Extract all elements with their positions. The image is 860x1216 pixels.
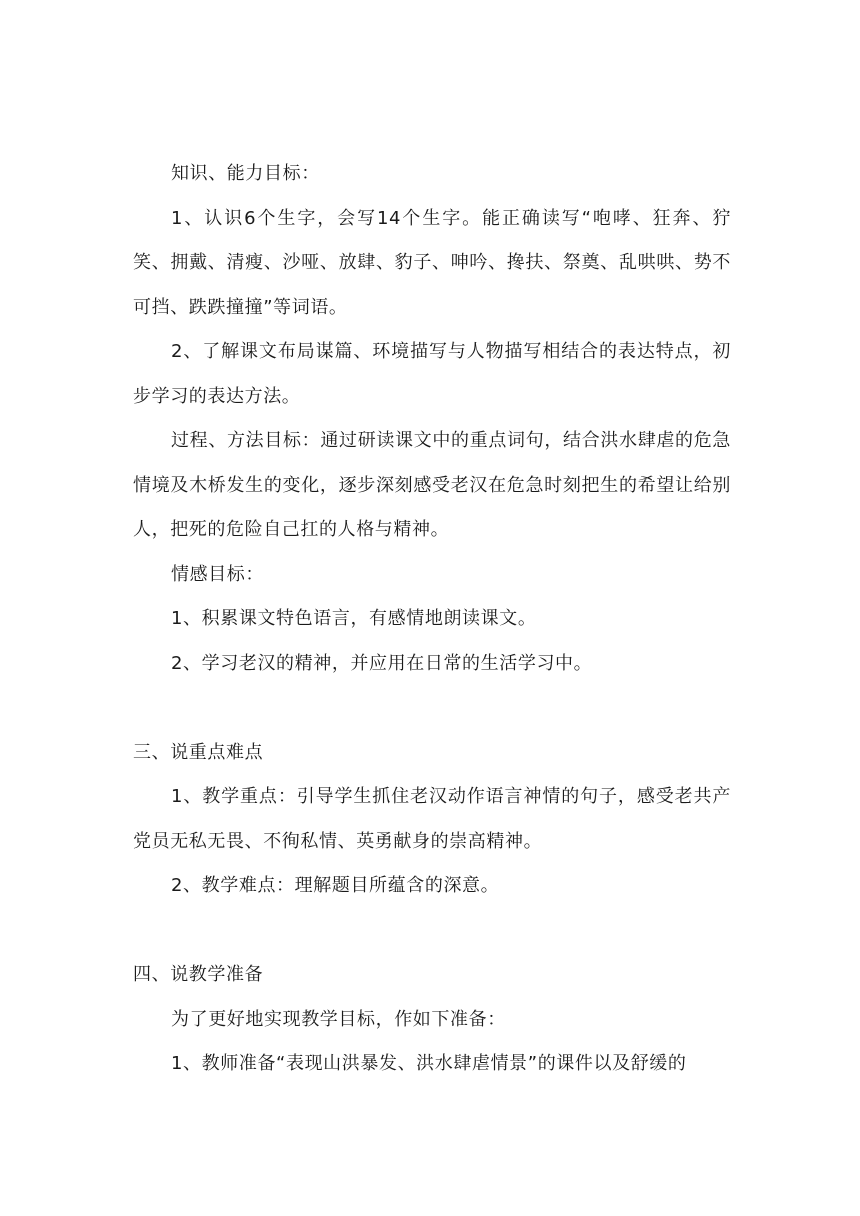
paragraph-process-goals: 过程、方法目标：通过研读课文中的重点词句，结合洪水肆虐的危急情境及木桥发生的变化，逐步深刻感受老汉在危急时刻把生的希望让给别人，把死的危险自己扛的人格与精神。 [133, 430, 731, 540]
paragraph-goal-2: 2、了解课文布局谋篇、环境描写与人物描写相结合的表达特点，初步学习的表达方法。 [133, 341, 731, 407]
paragraph-knowledge-goals-heading: 知识、能力目标： [171, 163, 320, 184]
paragraph-emotion-goals-heading: 情感目标： [171, 563, 264, 585]
paragraph-preparation-1: 1、教师准备“表现山洪暴发、洪水肆虐情景”的课件以及舒缓的 [171, 1053, 687, 1074]
paragraph-emotion-goal-1: 1、积累课文特色语言，有感情地朗读课文。 [171, 608, 537, 629]
paragraph-emotion-goal-2: 2、学习老汉的精神，并应用在日常的生活学习中。 [171, 652, 593, 674]
section-heading-key-points: 三、说重点难点 [133, 741, 264, 763]
paragraph-goal-1: 1、认识6个生字，会写14个生字。能正确读写“咆哮、狂奔、狞笑、拥戴、清瘦、沙哑、放肆、豹子、呻吟、搀扶、祭奠、乱哄哄、势不可挡、跌跌撞撞”等词语。 [133, 207, 731, 318]
blank-line [133, 686, 731, 731]
blank-line [133, 909, 731, 954]
paragraph-preparation-intro: 为了更好地实现教学目标，作如下准备： [171, 1008, 506, 1030]
paragraph-key-point: 1、教学重点：引导学生抓住老汉动作语言神情的句子，感受老共产党员无私无畏、不徇私情、英勇献身的崇高精神。 [133, 786, 731, 852]
paragraph-difficulty: 2、教学难点：理解题目所蕴含的深意。 [171, 875, 500, 896]
document-body [133, 152, 731, 1087]
section-heading-preparation: 四、说教学准备 [133, 964, 264, 985]
